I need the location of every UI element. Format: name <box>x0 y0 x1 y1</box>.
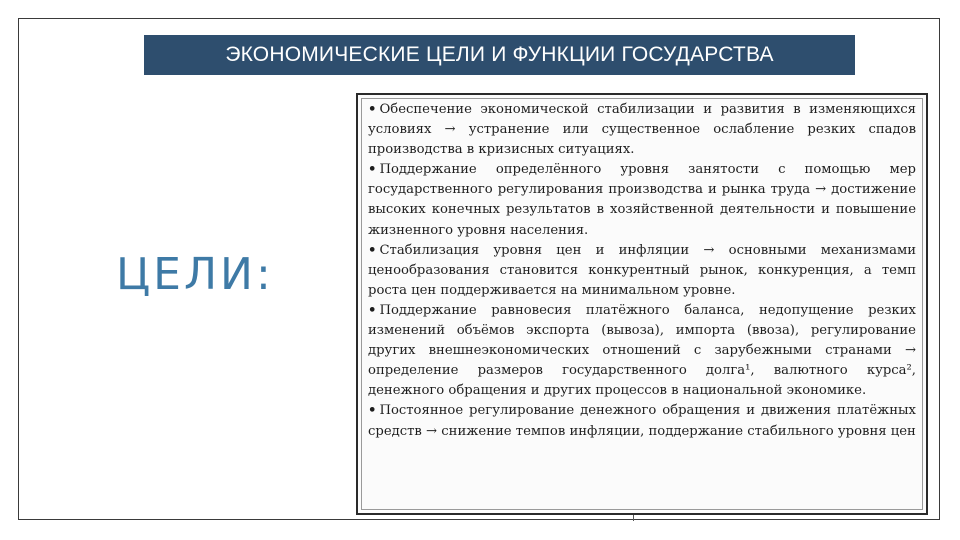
goal-text: Обеспечение экономической стабилизации и развития в изменяющихся условиях → устранение или существенное ослабление резких спадов производства в кризисных ситуациях. <box>368 102 916 158</box>
goal-item <box>368 401 916 441</box>
goal-text: Стабилизация уровня цен и инфляции → основными механизмами ценообразования становится конкурентный рынок, конкуренция, а темп роста цен поддерживается на минимальном уровне. <box>368 242 916 298</box>
bullet-mark: • <box>368 302 377 318</box>
bullet-mark: • <box>368 242 377 258</box>
goal-item <box>368 301 916 401</box>
goal-text: Поддержание определённого уровня занятости с помощью мер государственного регулирования производства и рынка труда → достижение высоких конечных результатов в хозяйственной деятельности и повышение жизненного уровня населения. <box>368 162 916 238</box>
goal-item <box>368 160 916 240</box>
goals-heading: ЦЕЛИ: <box>116 249 274 300</box>
bullet-mark: • <box>368 403 377 419</box>
bullet-mark: • <box>368 162 377 178</box>
goal-item <box>368 241 916 301</box>
slide-title: ЭКОНОМИЧЕСКИЕ ЦЕЛИ И ФУНКЦИИ ГОСУДАРСТВА <box>225 43 774 66</box>
page-tick-mark <box>633 515 634 521</box>
slide-title-bar <box>144 35 855 75</box>
bullet-mark: • <box>368 102 377 117</box>
goal-text: Поддержание равновесия платёжного баланса, недопущение резких изменений объёмов экспорта (вывоза), импорта (ввоза), регулирование других внешнеэкономических отношений с зарубежными странами → определение размеров государственного долга¹, валютного курса², денежного обращения и других процессов в национальной экономике. <box>368 302 916 399</box>
goal-text: Постоянное регулирование денежного обращения и движения платёжных средств → снижение темпов инфляции, поддержание стабильного уровня цен <box>368 403 916 439</box>
goals-text-box <box>356 93 928 515</box>
goal-item <box>368 100 916 160</box>
